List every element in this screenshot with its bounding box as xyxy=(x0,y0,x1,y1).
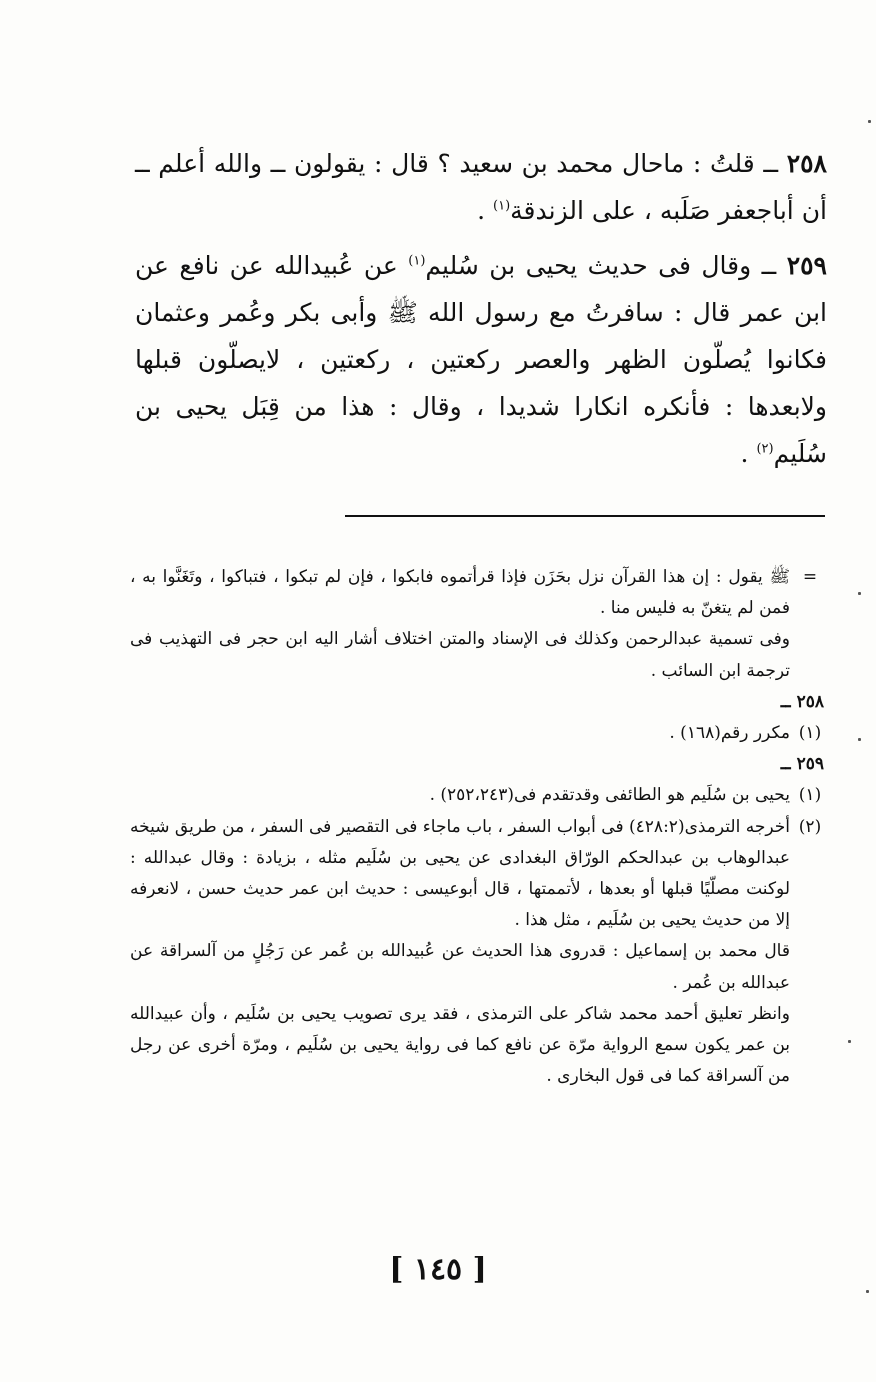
continuation-mark: = xyxy=(802,567,818,587)
footnote-divider xyxy=(345,515,825,517)
footnote-group-number: ٢٥٨ ــ xyxy=(780,691,824,712)
footnote-item xyxy=(130,780,830,811)
paragraph-text: ــ قلتُ : ماحال محمد بن سعيد ؟ قال : يقولون ــ والله أعلم ــ أن أباجعفر صَلَبه ، على الزندقة xyxy=(135,149,827,225)
paragraph-end: . xyxy=(477,196,493,225)
paragraph-258 xyxy=(135,140,827,234)
scan-speck xyxy=(848,1040,851,1043)
footnotes xyxy=(130,562,830,1092)
footnote-ref[interactable]: (١) xyxy=(493,198,511,214)
footnote-text: مكرر رقم(١٦٨) . xyxy=(669,723,790,744)
footnote-text: ﷺ يقول : إن هذا القرآن نزل بحَزَن فإذا قرأتموه فابكوا ، فإن لم تبكوا ، فتباكوا ، وتَغَنَّوا به ، فمن لم يتغنّ به فليس منا . xyxy=(130,567,790,619)
narration-number: ٢٥٩ xyxy=(786,251,827,280)
footnote-text: وانظر تعليق أحمد محمد شاكر على الترمذى ، فقد يرى تصويب يحيى بن سُلَيم ، وأن عبيدالله بن عمر يكون سمع الرواية مرّة عن نافع كما فى رواية يحيى بن سُلَيم ، ومرّة أخرى عن رجل من آلسراقة كما فى قول البخارى . xyxy=(130,1003,790,1087)
footnote-continuation xyxy=(130,562,830,624)
footnote-text: يحيى بن سُلَيم هو الطائفى وقدتقدم فى(٢٥٢،٢٤٣) . xyxy=(429,785,790,806)
footnote-item xyxy=(130,812,830,937)
footnote-item xyxy=(130,999,830,1093)
footnote-group-header xyxy=(130,687,830,718)
narration-number: ٢٥٨ xyxy=(786,149,827,178)
footnote-text: وفى تسمية عبدالرحمن وكذلك فى الإسناد والمتن اختلاف أشار اليه ابن حجر فى التهذيب فى ترجمة ابن السائب . xyxy=(130,629,790,681)
paragraph-text: عن عُبيدالله عن نافع عن ابن عمر قال : سافرتُ مع رسول الله ﷺ وأبى بكر وعُمر وعثمان فكانوا يُصلّون الظهر والعصر ركعتين ، ركعتين ، لايصلّون قبلها ولابعدها : فأنكره انكارا شديدا ، وقال : هذا من قِبَل يحيى بن سُلَيم xyxy=(135,251,827,468)
scan-speck xyxy=(866,1290,869,1293)
footnote-group-number: ٢٥٩ ــ xyxy=(780,754,824,775)
footnote-text: أخرجه الترمذى(٤٢٨:٢) فى أبواب السفر ، باب ماجاء فى التقصير فى السفر ، من طريق شيخه عبدالوهاب بن عبدالحكم الورّاق البغدادى عن يحيى بن سُلَيم مثله ، بزيادة : وقال عبدالله : لوكنت مصلّيًا قبلها أو بعدها ، لأتممتها ، قال أبوعيسى : حديث ابن عمر حديث حسن ، لانعرفه إلا من حديث يحيى بن سُلَيم ، مثل هذا . xyxy=(130,816,790,931)
footnote-item xyxy=(130,718,830,749)
footnote-ref[interactable]: (١) xyxy=(408,253,426,269)
footnote-ref[interactable]: (٢) xyxy=(756,441,774,457)
footnote-item xyxy=(130,936,830,998)
scan-speck xyxy=(858,738,861,741)
footnote-text: قال محمد بن إسماعيل : قدروى هذا الحديث عن عُبيدالله بن عُمر عن رَجُلٍ من آلسراقة عن عبدالله بن عُمر . xyxy=(130,941,790,993)
footnote-marker: (١) xyxy=(798,723,822,744)
main-text xyxy=(135,140,827,485)
footnote-group-header xyxy=(130,749,830,780)
paragraph-end: . xyxy=(740,439,757,468)
footnote-marker: (١) xyxy=(798,785,822,806)
paragraph-259 xyxy=(135,242,827,477)
footnote-marker: (٢) xyxy=(798,816,822,837)
paragraph-text: ــ وقال فى حديث يحيى بن سُليم xyxy=(425,251,787,280)
footnote-continuation xyxy=(130,624,830,686)
scan-speck xyxy=(858,592,861,595)
scan-speck xyxy=(868,120,871,123)
page-number: [ ١٤٥ ] xyxy=(389,1252,487,1287)
